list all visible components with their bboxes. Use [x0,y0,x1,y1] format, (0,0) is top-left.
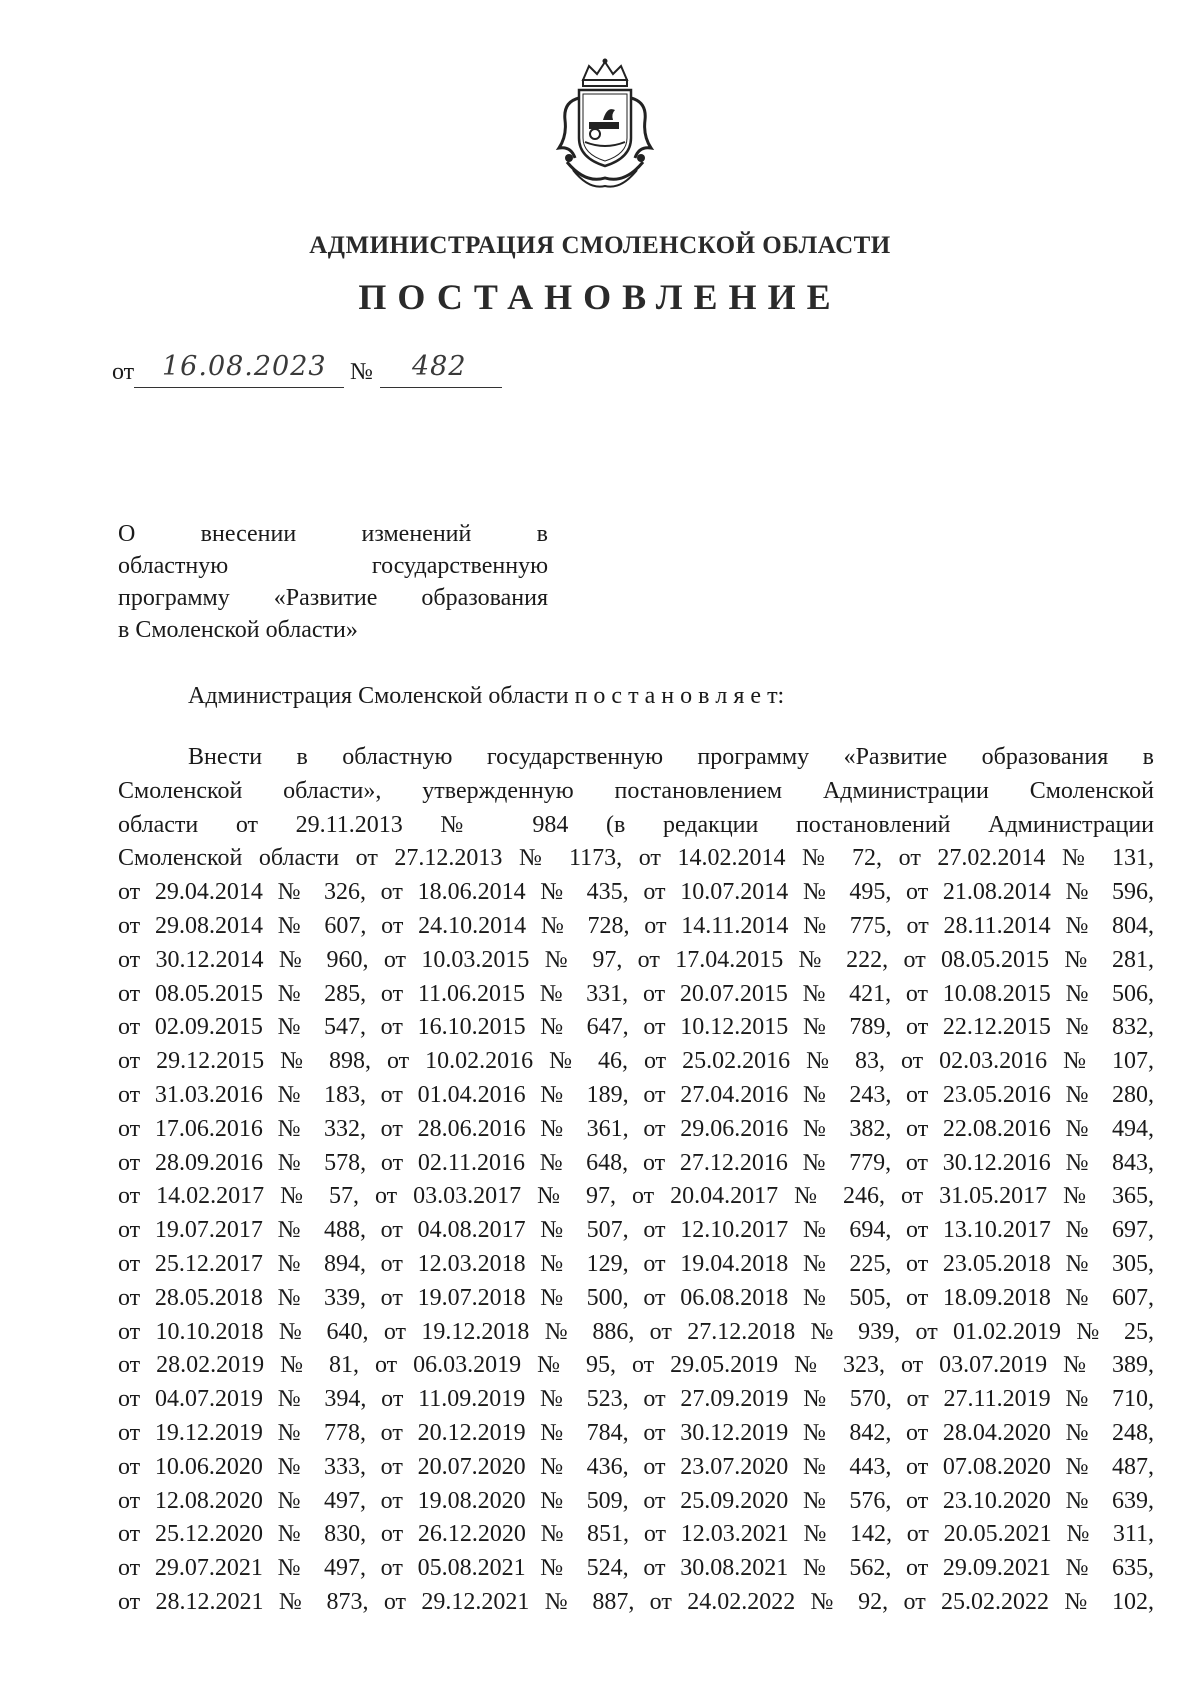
body-line: от 29.12.2015 № 898, от 10.02.2016 № 46, от 25.02.2016 № 83, от 02.03.2016 № 107, [118,1048,1154,1075]
date-underline [134,387,344,388]
body-line: от 29.08.2014 № 607, от 24.10.2014 № 728, от 14.11.2014 № 775, от 28.11.2014 № 804, [118,912,1154,939]
date-label: от [112,359,135,385]
subject-line: программу «Развитие образования [118,585,548,611]
body-line: от 30.12.2014 № 960, от 10.03.2015 № 97, от 17.04.2015 № 222, от 08.05.2015 № 281, [118,946,1154,973]
body-line: от 08.05.2015 № 285, от 11.06.2015 № 331, от 20.07.2015 № 421, от 10.08.2015 № 506, [118,980,1154,1007]
body-line: от 29.04.2014 № 326, от 18.06.2014 № 435, от 10.07.2014 № 495, от 21.08.2014 № 596, [118,879,1154,906]
body-line: от 28.02.2019 № 81, от 06.03.2019 № 95, от 29.05.2019 № 323, от 03.07.2019 № 389, [118,1352,1154,1379]
body-line: от 29.07.2021 № 497, от 05.08.2021 № 524, от 30.08.2021 № 562, от 29.09.2021 № 635, [118,1555,1154,1582]
body-line: Внести в областную государственную программу «Развитие образования в [188,744,1154,770]
body-line: от 25.12.2020 № 830, от 26.12.2020 № 851, от 12.03.2021 № 142, от 20.05.2021 № 311, [118,1521,1154,1548]
body-line: от 19.07.2017 № 488, от 04.08.2017 № 507, от 12.10.2017 № 694, от 13.10.2017 № 697, [118,1217,1154,1244]
resolution-statement: Администрация Смоленской области п о с т а н о в л я е т: [188,683,785,709]
body-line: от 28.05.2018 № 339, от 19.07.2018 № 500, от 06.08.2018 № 505, от 18.09.2018 № 607, [118,1284,1154,1311]
number-underline [380,387,502,388]
subject-line: О внесении изменений в [118,521,548,547]
body-line: от 17.06.2016 № 332, от 28.06.2016 № 361, от 29.06.2016 № 382, от 22.08.2016 № 494, [118,1115,1154,1142]
document-subject [118,518,548,646]
body-line: Смоленской области от 27.12.2013 № 1173, от 14.02.2014 № 72, от 27.02.2014 № 131, [118,845,1154,872]
body-line: области от 29.11.2013 № 984 (в редакции постановлений Администрации [118,811,1154,838]
document-body [118,741,1154,1620]
body-line: от 10.06.2020 № 333, от 20.07.2020 № 436, от 23.07.2020 № 443, от 07.08.2020 № 487, [118,1453,1154,1480]
body-line: от 04.07.2019 № 394, от 11.09.2019 № 523, от 27.09.2019 № 570, от 27.11.2019 № 710, [118,1386,1154,1413]
body-line: от 25.12.2017 № 894, от 12.03.2018 № 129, от 19.04.2018 № 225, от 23.05.2018 № 305, [118,1250,1154,1277]
body-line: от 14.02.2017 № 57, от 03.03.2017 № 97, от 20.04.2017 № 246, от 31.05.2017 № 365, [118,1183,1154,1210]
number-label: № [350,359,373,385]
body-line: от 19.12.2019 № 778, от 20.12.2019 № 784, от 30.12.2019 № 842, от 28.04.2020 № 248, [118,1419,1154,1446]
body-line: Смоленской области», утвержденную постановлением Администрации Смоленской [118,777,1154,804]
registration-line [112,351,612,397]
organization-name: АДМИНИСТРАЦИЯ СМОЛЕНСКОЙ ОБЛАСТИ [309,232,891,259]
body-line: от 31.03.2016 № 183, от 01.04.2016 № 189, от 27.04.2016 № 243, от 23.05.2016 № 280, [118,1081,1154,1108]
date-value: 16.08.2023 [162,351,327,382]
document-type: ПОСТАНОВЛЕНИЕ [358,277,842,317]
body-line: от 12.08.2020 № 497, от 19.08.2020 № 509, от 25.09.2020 № 576, от 23.10.2020 № 639, [118,1487,1154,1514]
body-line: от 10.10.2018 № 640, от 19.12.2018 № 886, от 27.12.2018 № 939, от 01.02.2019 № 25, [118,1318,1154,1345]
subject-line: в Смоленской области» [118,617,358,643]
body-line: от 28.12.2021 № 873, от 29.12.2021 № 887, от 24.02.2022 № 92, от 25.02.2022 № 102, [118,1588,1154,1615]
body-line: от 28.09.2016 № 578, от 02.11.2016 № 648, от 27.12.2016 № 779, от 30.12.2016 № 843, [118,1149,1154,1176]
subject-line: областную государственную [118,553,548,579]
smolensk-coat-of-arms-icon [545,58,665,193]
number-value: 482 [412,351,467,382]
body-line: от 02.09.2015 № 547, от 16.10.2015 № 647, от 10.12.2015 № 789, от 22.12.2015 № 832, [118,1014,1154,1041]
